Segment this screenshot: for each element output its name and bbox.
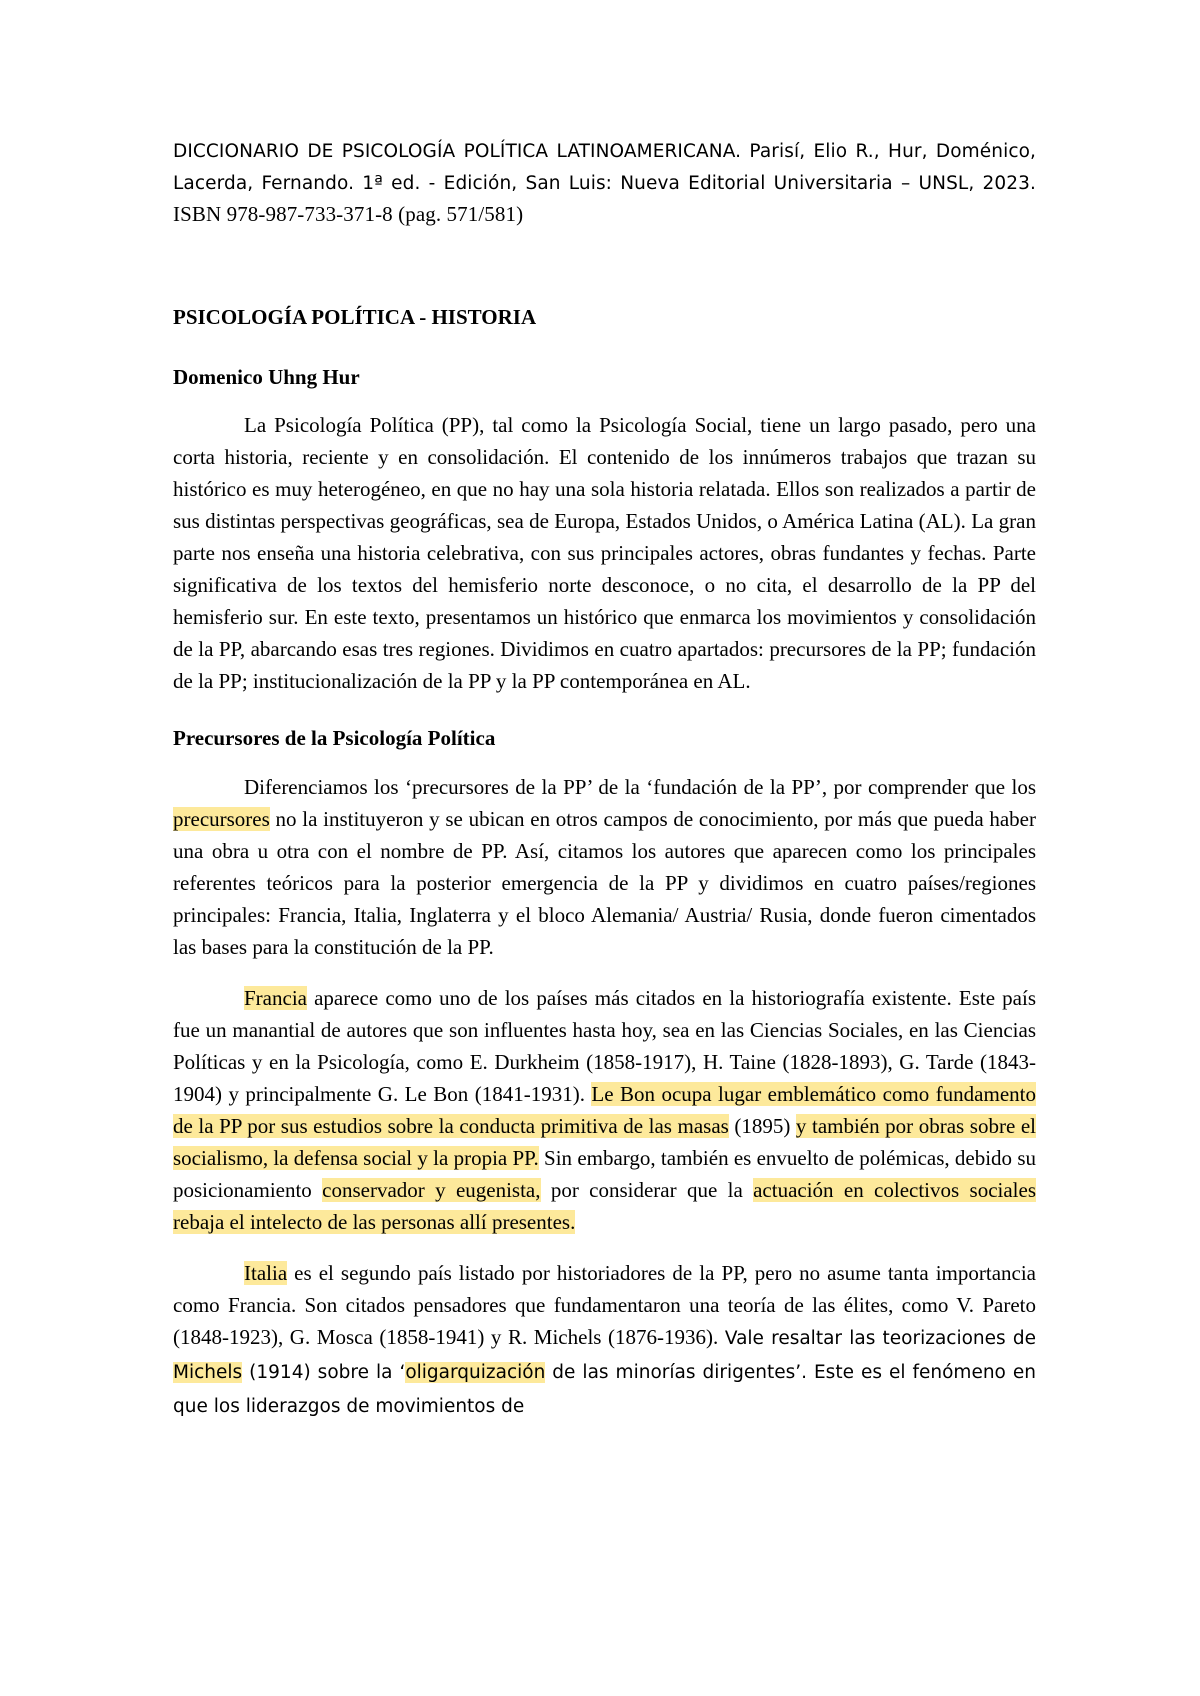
text-segment: es el segundo país listado por historiadores de la PP, pero no asume tanta importancia como Francia. Son citados pensadores que fundamentaron una teoría de las élites, como V. Pareto (1848-1923), G. Mosca (1858-1941) y R. Michels (1876-1936). bbox=[173, 1261, 1036, 1349]
highlight-francia: Francia bbox=[244, 986, 307, 1010]
text-segment-sans: de las minorías dirigentes’. Este es el fenómeno en que los liderazgos de movimientos de bbox=[173, 1362, 1036, 1417]
author-name: Domenico Uhng Hur bbox=[173, 365, 360, 389]
citation bbox=[173, 136, 1036, 231]
highlight-oligarquizacion: oligarquización bbox=[405, 1362, 546, 1383]
highlight-italia: Italia bbox=[244, 1261, 288, 1285]
text-segment: Sin embargo, también es envuelto de polémicas, debido su posicionamiento bbox=[173, 1146, 1036, 1202]
citation-text: DICCIONARIO DE PSICOLOGÍA POLÍTICA LATINOAMERICANA. Parisí, Elio R., Hur, Doménico, Lacerda, Fernando. 1ª ed. - Edición, San Luis: Nueva Editorial Universitaria – UNSL, 2023. bbox=[173, 141, 1036, 194]
paragraph-francia bbox=[173, 982, 1036, 1238]
citation-isbn: ISBN 978-987-733-371-8 bbox=[173, 202, 399, 226]
text-segment: Diferenciamos los ‘precursores de la PP’ de la ‘fundación de la PP’, por comprender que los bbox=[244, 775, 1036, 799]
highlight-le-bon: Le Bon ocupa lugar emblemático como fundamento de la PP por sus estudios sobre la conducta primitiva de las masas bbox=[173, 1082, 1036, 1138]
subheading-precursores: Precursores de la Psicología Política bbox=[173, 726, 496, 750]
text-segment-sans: (1914) sobre la ‘ bbox=[242, 1362, 406, 1383]
text-segment-sans: Vale resaltar las teorizaciones de bbox=[724, 1328, 1036, 1349]
highlight-actuacion: actuación en colectivos sociales rebaja el intelecto de las personas allí presentes. bbox=[173, 1178, 1036, 1234]
highlight-michels: Michels bbox=[173, 1362, 243, 1383]
text-segment: (1895) bbox=[728, 1114, 796, 1138]
text-segment: no la instituyeron y se ubican en otros campos de conocimiento, por más que pueda haber una obra u otra con el nombre de PP. Así, citamos los autores que aparecen como los principales referentes teóricos para la posterior emergencia de la PP y dividimos en cuatro países/regiones principales: Francia, Italia, Inglaterra y el bloco Alemania/ Austria/ Rusia, donde fueron cimentados las bases para la constitución de la PP. bbox=[173, 807, 1036, 959]
intro-paragraph: La Psicología Política (PP), tal como la Psicología Social, tiene un largo pasado, pero una corta historia, reciente y en consolidación. El contenido de los innúmeros trabajos que trazan su histórico es muy heterogéneo, en que no hay una sola historia relatada. Ellos son realizados a partir de sus distintas perspectivas geográficas, sea de Europa, Estados Unidos, o América Latina (AL). La gran parte nos enseña una historia celebrativa, con sus principales actores, obras fundantes y fechas. Parte significativa de los textos del hemisferio norte desconoce, o no cita, el desarrollo de la PP del hemisferio sur. En este texto, presentamos un histórico que enmarca los movimientos y consolidación de la PP, abarcando esas tres regiones. Dividimos en cuatro apartados: precursores de la PP; fundación de la PP; institucionalización de la PP y la PP contemporánea en AL. bbox=[173, 413, 1036, 693]
citation-pages: (pag. 571/581) bbox=[398, 202, 524, 226]
paragraph-precursores bbox=[173, 771, 1036, 963]
highlight-precursores: precursores bbox=[173, 807, 270, 831]
text-segment: por considerar que la bbox=[540, 1178, 754, 1202]
section-title: PSICOLOGÍA POLÍTICA - HISTORIA bbox=[173, 305, 537, 329]
paragraph-italia bbox=[173, 1257, 1036, 1423]
highlight-conservador: conservador y eugenista, bbox=[322, 1178, 541, 1202]
highlight-socialismo: y también por obras sobre el socialismo, la defensa social y la propia PP. bbox=[173, 1114, 1036, 1170]
text-segment: aparece como uno de los países más citados en la historiografía existente. Este país fue un manantial de autores que son influentes hasta hoy, sea en las Ciencias Sociales, en las Ciencias Políticas y en la Psicología, como E. Durkheim (1858-1917), H. Taine (1828-1893), G. Tarde (1843-1904) y principalmente G. Le Bon (1841-1931). bbox=[173, 986, 1036, 1106]
